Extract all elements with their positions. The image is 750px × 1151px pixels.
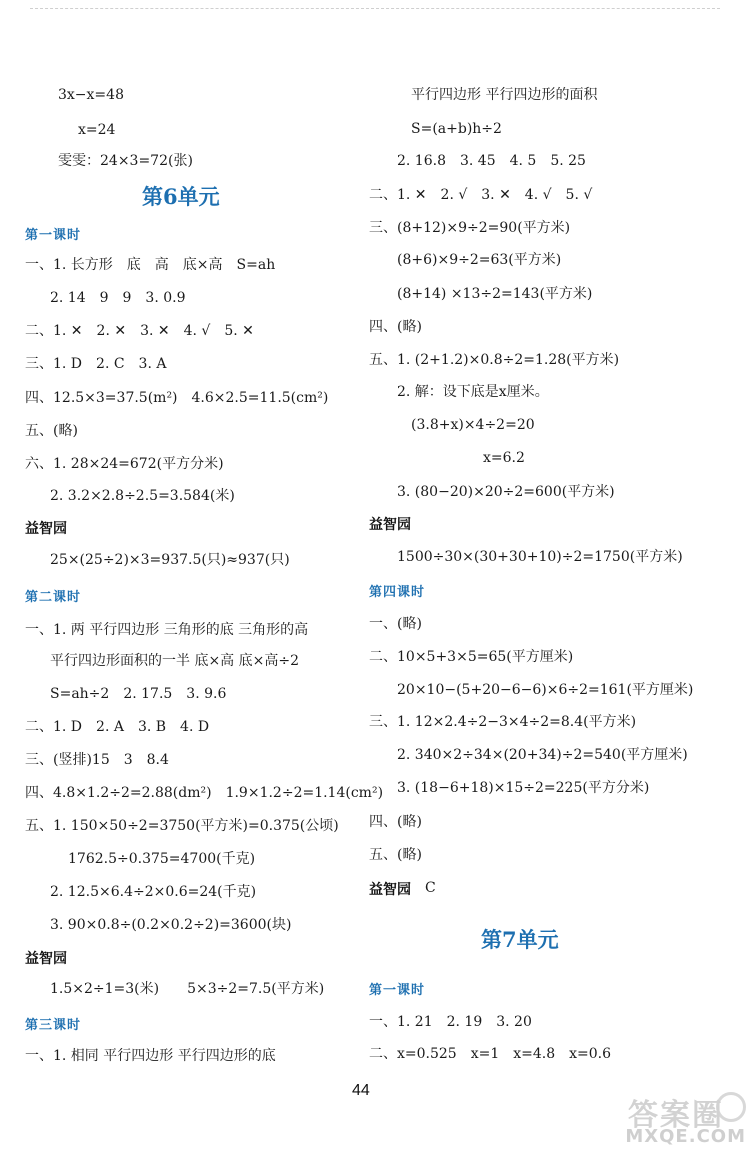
answer-line: 四、12.5×3=37.5(m²) 4.6×2.5=11.5(cm²) [25,390,329,406]
answer-line: 五、1. (2+1.2)×0.8÷2=1.28(平方米) [369,352,620,368]
answer-line: 二、1. ✕ 2. ✕ 3. ✕ 4. √ 5. ✕ [25,323,254,339]
watermark-en: MXQE.COM [625,1126,746,1147]
answer-line: S=ah÷2 2. 17.5 3. 9.6 [50,686,227,702]
answer-line: 三、(8+12)×9÷2=90(平方米) [369,220,571,236]
answer-line: 3. (18−6+18)×15÷2=225(平方分米) [397,780,650,796]
answer-line: 2. 解：设下底是x厘米。 [397,384,549,400]
answer-line: (8+6)×9÷2=63(平方米) [397,252,562,268]
answer-line: 一、(略) [369,616,422,632]
answer-line: 2. 16.8 3. 45 4. 5 5. 25 [397,153,586,169]
yizhi-label: 益智园 [25,521,67,537]
answer-line: 三、1. 12×2.4÷2−3×4÷2=8.4(平方米) [369,714,637,730]
answer-line: x=6.2 [483,450,525,466]
answer-line: 四、(略) [369,814,422,830]
page-number: 44 [352,1082,370,1099]
lesson-2-title: 第二课时 [25,590,82,605]
unit-7-title: 第7单元 [481,927,559,952]
answer-line: 20×10−(5+20−6−6)×6÷2=161(平方厘米) [397,682,694,698]
answer-line: (8+14) ×13÷2=143(平方米) [397,286,593,302]
answer-line: 25×(25÷2)×3=937.5(只)≈937(只) [50,552,290,568]
lesson-3-title: 第三课时 [25,1018,82,1033]
answer-line: 二、1. ✕ 2. √ 3. ✕ 4. √ 5. √ [369,187,593,203]
answer-line: 3. 90×0.8÷(0.2×0.2÷2)=3600(块) [50,917,292,933]
answer-line: 1.5×2÷1=3(米) 5×3÷2=7.5(平方米) [50,981,325,997]
answer-line: 五、1. 150×50÷2=3750(平方米)=0.375(公顷) [25,818,339,834]
right-column [369,0,750,1151]
yizhi-label: 益智园 [369,882,411,898]
answer-line: 六、1. 28×24=672(平方分米) [25,456,224,472]
answer-line: S=(a+b)h÷2 [411,121,502,137]
answer-line: 雯雯：24×3=72(张) [58,153,193,169]
answer-line: 四、(略) [369,319,422,335]
answer-line: 二、1. D 2. A 3. B 4. D [25,719,210,735]
answer-line: 三、1. D 2. C 3. A [25,356,167,372]
answer-line: (3.8+x)×4÷2=20 [411,417,535,433]
answer-line: 平行四边形面积的一半 底×高 底×高÷2 [50,653,299,669]
answer-line: 1500÷30×(30+30+10)÷2=1750(平方米) [397,549,683,565]
answer-line: 四、4.8×1.2÷2=2.88(dm²) 1.9×1.2÷2=1.14(cm²) [25,785,384,801]
answer-line: 1762.5÷0.375=4700(千克) [68,851,256,867]
yizhi-label: 益智园 [25,951,67,967]
answer-line: 3x−x=48 [58,87,124,103]
answer-line: 2. 14 9 9 3. 0.9 [50,290,186,306]
watermark-logo [586,1090,746,1148]
answer-line: 五、(略) [369,847,422,863]
answer-line: 2. 12.5×6.4÷2×0.6=24(千克) [50,884,257,900]
answer-line: 3. (80−20)×20÷2=600(平方米) [397,484,615,500]
answer-line: 2. 340×2÷34×(20+34)÷2=540(平方厘米) [397,747,688,763]
unit-6-title: 第6单元 [142,184,220,209]
answer-line: 一、1. 长方形 底 高 底×高 S=ah [25,257,276,273]
answer-line: 一、1. 相同 平行四边形 平行四边形的底 [25,1048,276,1064]
answer-line: 二、x=0.525 x=1 x=4.8 x=0.6 [369,1046,612,1062]
lesson-4-title: 第四课时 [369,585,426,600]
answer-line: 三、(竖排)15 3 8.4 [25,752,169,768]
answer-line: 2. 3.2×2.8÷2.5=3.584(米) [50,488,235,504]
answer-line: 一、1. 21 2. 19 3. 20 [369,1014,532,1030]
answer-line: 二、10×5+3×5=65(平方厘米) [369,649,574,665]
answer-line: x=24 [78,122,116,138]
watermark-cn: 答案圈 [628,1098,724,1133]
lesson-1-title: 第一课时 [25,228,82,243]
answer-line: 平行四边形 平行四边形的面积 [411,87,598,103]
answer-line: 五、(略) [25,423,78,439]
yizhi-answer: C [425,880,436,896]
unit7-lesson-1-title: 第一课时 [369,983,426,998]
yizhi-label: 益智园 [369,517,411,533]
answer-line: 一、1. 两 平行四边形 三角形的底 三角形的高 [25,622,309,638]
